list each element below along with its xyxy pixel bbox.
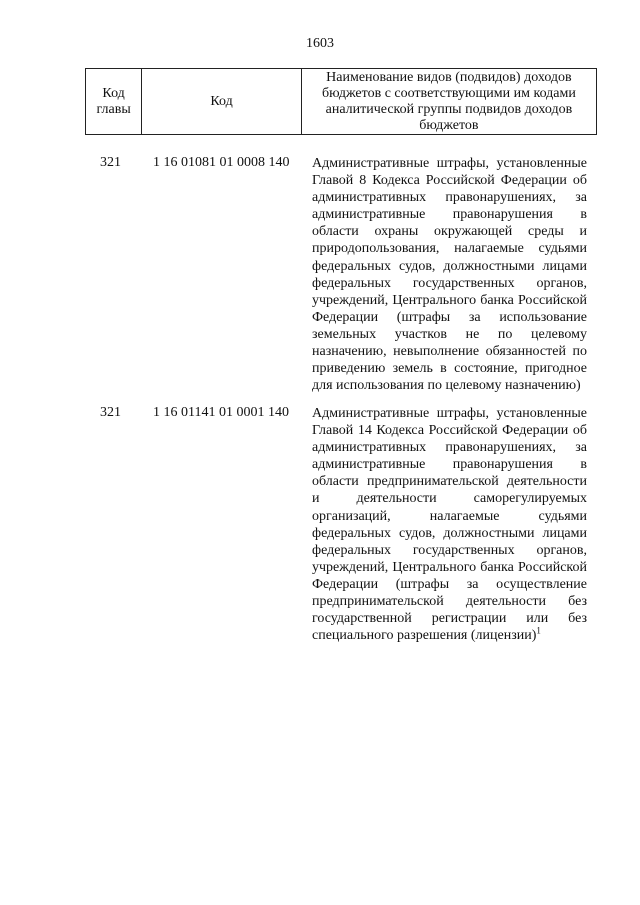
header-name: Наименование видов (подвидов) доходов бюджетов с соответствующими им кодами аналитической группы подвидов доходов бюджетов <box>301 69 596 135</box>
table-header <box>85 68 597 135</box>
row-code: 1 16 01141 01 0001 140 <box>153 405 289 420</box>
page-number: 1603 <box>306 36 334 51</box>
footnote-marker: 1 <box>536 625 541 636</box>
row-description <box>312 405 587 644</box>
row-description-text: Административные штрафы, установленные Главой 8 Кодекса Российской Федерации об административных правонарушениях, за административные правонарушения в области охраны окружающей среды и природопользования, налагаемые судьями федеральных судов, должностными лицами федеральных государственных органов, учреждений, Центрального банка Российской Федерации (штрафы за использование земельных участков не по целевому назначению, невыполнение обязанностей по приведению земель в состояние, пригодное для использования по целевому назначению) <box>312 156 587 394</box>
header-code: Код <box>142 69 302 135</box>
row-chapter-code: 321 <box>100 405 121 420</box>
row-description <box>312 155 587 394</box>
row-code: 1 16 01081 01 0008 140 <box>153 155 290 170</box>
header-chapter-code: Код главы <box>86 69 142 135</box>
table-header-row <box>86 69 597 135</box>
row-description-text: Административные штрафы, установленные Главой 14 Кодекса Российской Федерации об административных правонарушениях, за административные правонарушения в области предпринимательской деятельности и деятельности саморегулируемых организаций, налагаемые судьями федеральных судов, должностными лицами федеральных государственных органов, учреждений, Центрального банка Российской Федерации (штрафы за осуществление предпринимательской деятельности без государственной регистрации или без специального разрешения (лицензии) <box>312 406 587 644</box>
row-chapter-code: 321 <box>100 155 121 170</box>
